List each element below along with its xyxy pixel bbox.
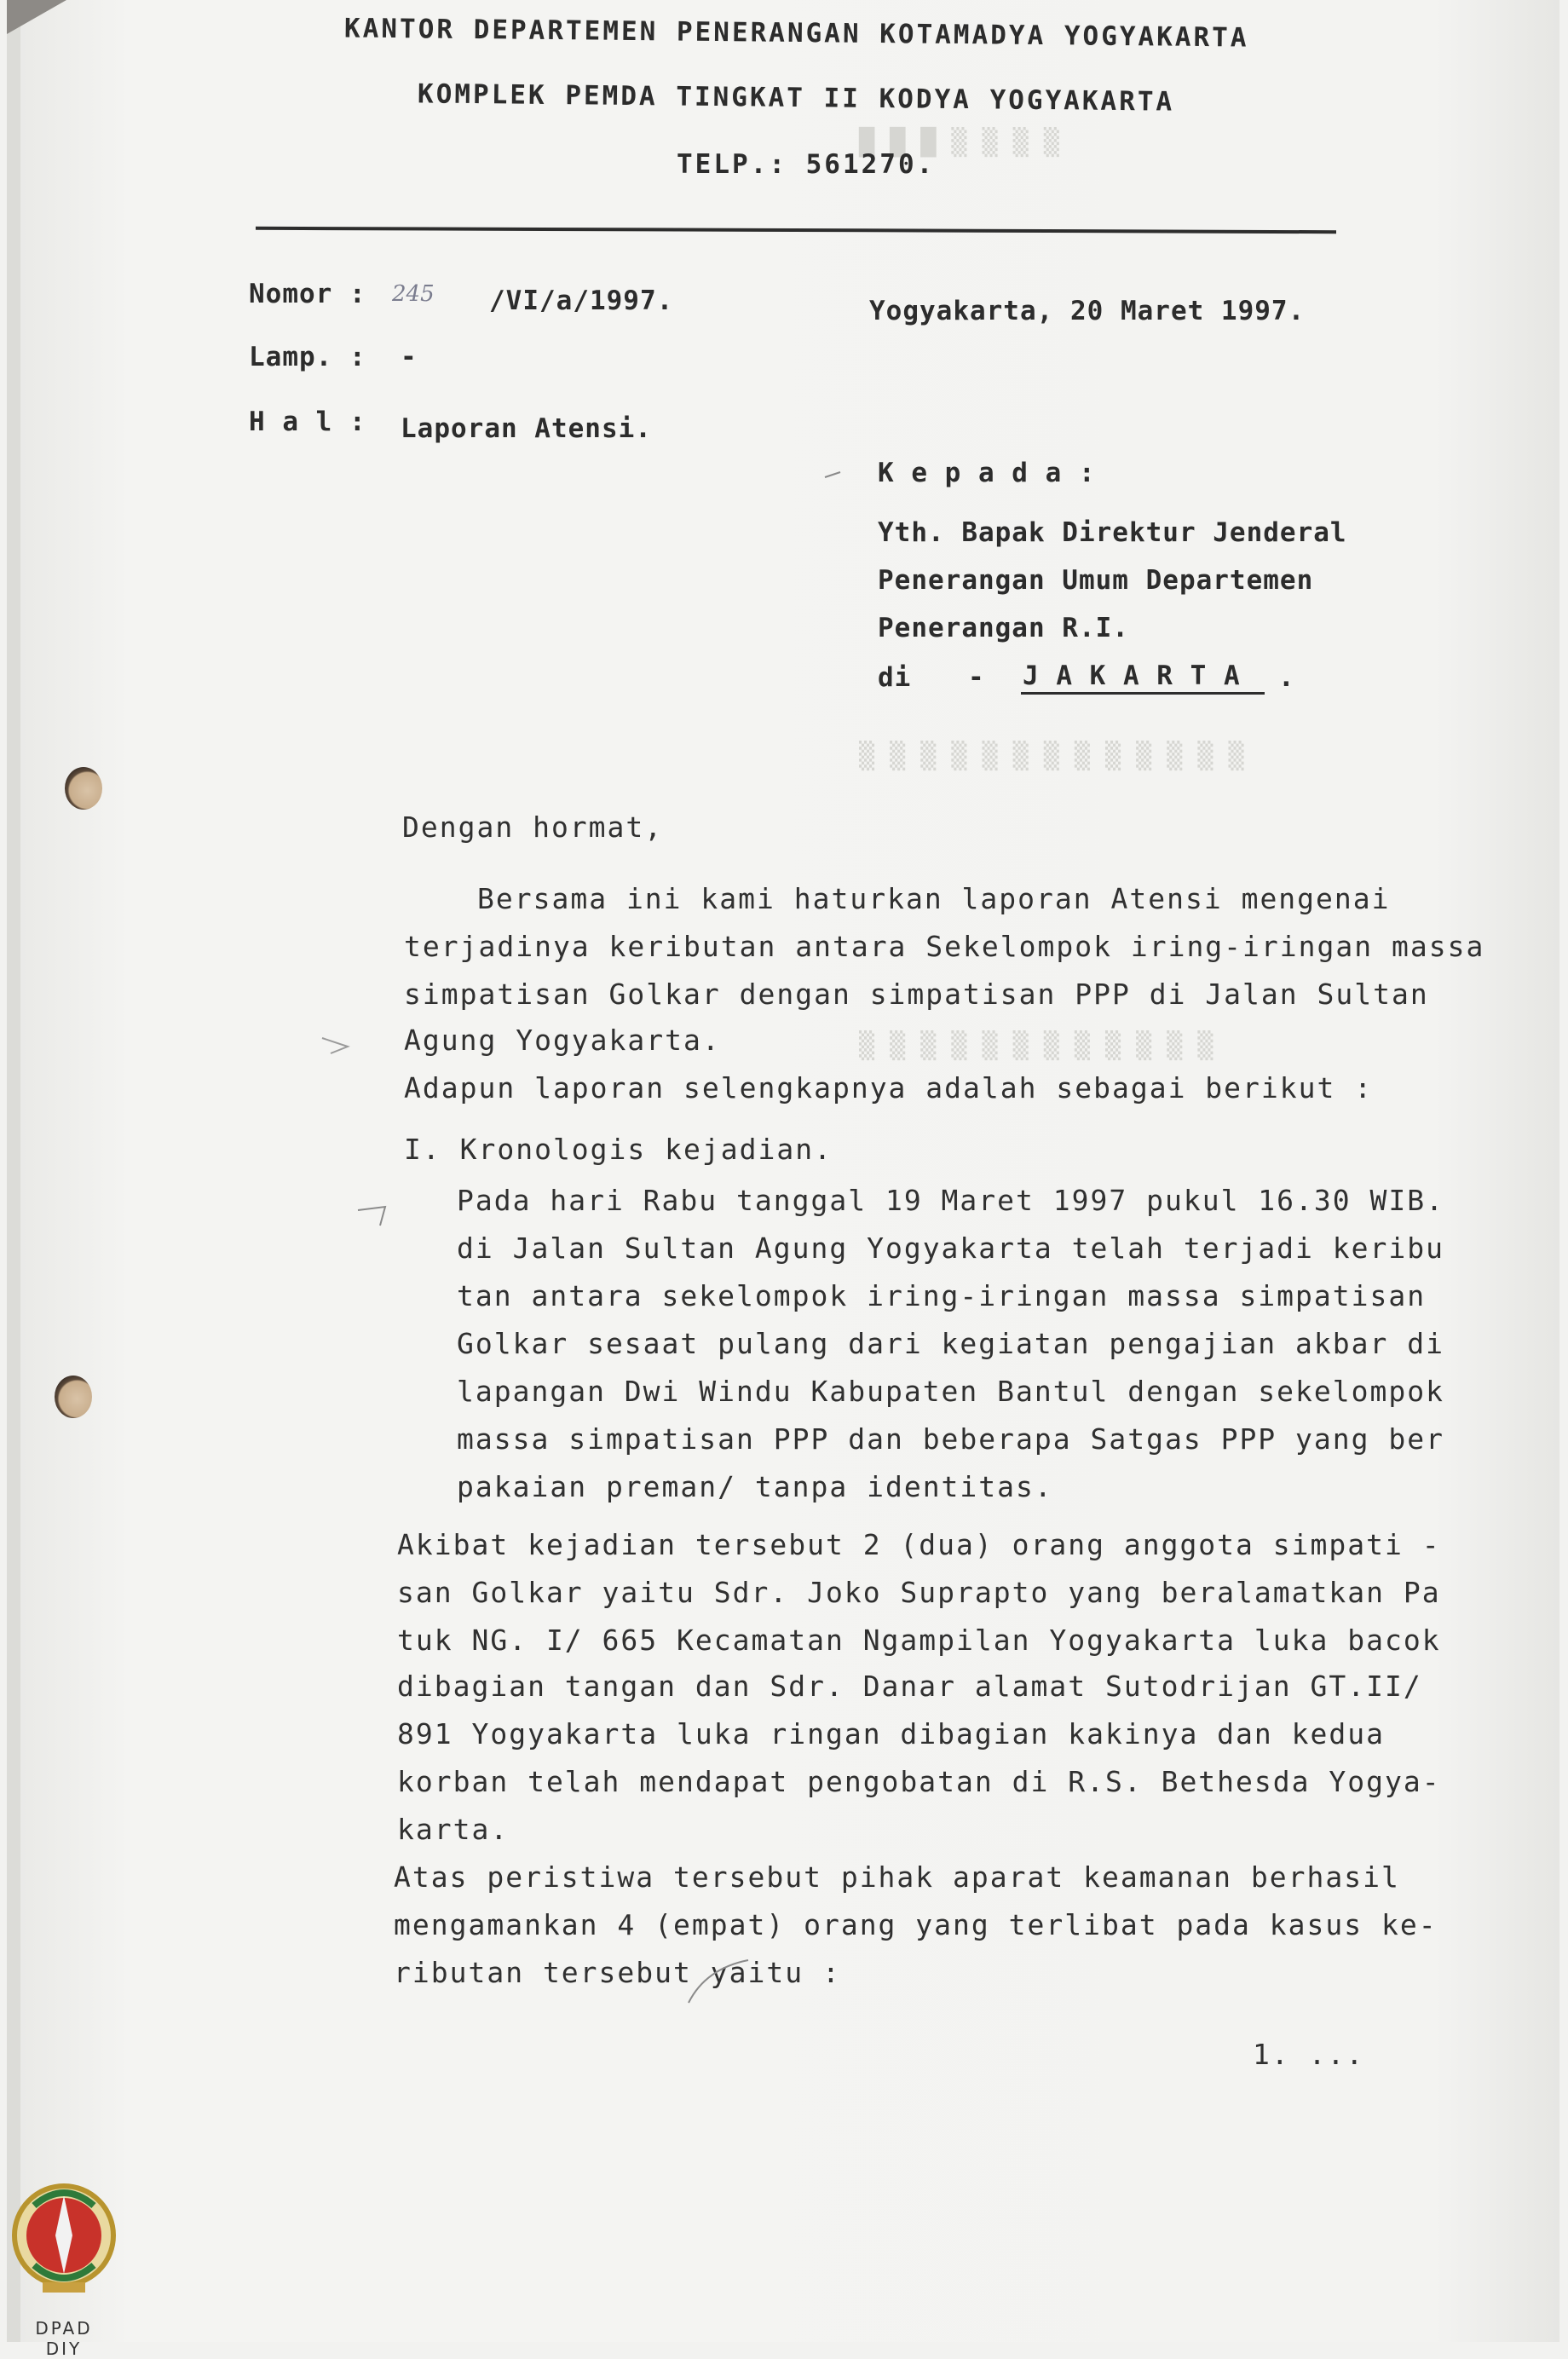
nomor-value: /VI/a/1997. xyxy=(489,286,674,316)
kepada-label: K e p a d a : xyxy=(878,458,1096,488)
lampiran-value: - xyxy=(401,342,418,372)
archive-logo-line-2: DIY xyxy=(45,2339,83,2359)
nomor-handwritten: 245 xyxy=(392,281,435,307)
lampiran-label: Lamp. : xyxy=(249,342,366,372)
section-1-line: Pada hari Rabu tanggal 19 Maret 1997 pukul 16.30 WIB. xyxy=(457,1184,1444,1217)
section-1-line: massa simpatisan PPP dan beberapa Satgas PPP yang ber xyxy=(457,1422,1444,1456)
recipient-line-2: Penerangan Umum Departemen xyxy=(878,565,1314,596)
akibat-line: karta. xyxy=(397,1813,510,1846)
pencil-marks xyxy=(7,0,1559,2342)
akibat-line: san Golkar yaitu Sdr. Joko Suprapto yang beralamatkan Pa xyxy=(397,1576,1441,1609)
nomor-label: Nomor : xyxy=(249,279,366,309)
bleed-through-shading: ▒ ▒ ▒ ▒ ▒ ▒ ▒ ▒ ▒ ▒ ▒ ▒ xyxy=(859,1031,1213,1061)
intro-followup: Adapun laporan selengkapnya adalah sebagai berikut : xyxy=(404,1071,1374,1105)
salutation: Dengan hormat, xyxy=(402,810,664,844)
bleed-through-shading: ▒ ▒ ▒ ▒ ▒ ▒ ▒ ▒ ▒ ▒ ▒ ▒ ▒ xyxy=(859,741,1244,771)
section-1-line: Golkar sesaat pulang dari kegiatan pengajian akbar di xyxy=(457,1327,1444,1360)
intro-line-3: simpatisan Golkar dengan simpatisan PPP di Jalan Sultan xyxy=(404,978,1429,1011)
place-date: Yogyakarta, 20 Maret 1997. xyxy=(869,296,1306,326)
letterhead-office: KANTOR DEPARTEMEN PENERANGAN KOTAMADYA YOGYAKARTA xyxy=(343,13,1249,54)
document-page xyxy=(7,0,1559,2342)
section-1-heading: I. Kronologis kejadian. xyxy=(404,1133,833,1166)
bleed-through-shading: █ █ █ ▒ ▒ ▒ ▒ xyxy=(859,128,1059,158)
page-continuation: 1. ... xyxy=(1253,2038,1365,2071)
section-1-line: di Jalan Sultan Agung Yogyakarta telah terjadi keribu xyxy=(457,1231,1444,1265)
atas-line: mengamankan 4 (empat) orang yang terlibat pada kasus ke- xyxy=(394,1908,1438,1941)
recipient-dot: . xyxy=(1278,662,1295,693)
section-1-line: tan antara sekelompok iring-iringan massa simpatisan xyxy=(457,1279,1427,1312)
hal-label: H a l : xyxy=(249,407,366,437)
intro-line-1: Bersama ini kami haturkan laporan Atensi mengenai xyxy=(477,882,1391,915)
akibat-line: 891 Yogyakarta luka ringan dibagian kakinya dan kedua xyxy=(397,1717,1385,1751)
akibat-line: dibagian tangan dan Sdr. Danar alamat Sutodrijan GT.II/ xyxy=(397,1670,1422,1703)
recipient-line-3: Penerangan R.I. xyxy=(878,613,1129,643)
letterhead-phone: TELP.: 561270. xyxy=(677,149,936,180)
atas-line: ributan tersebut yaitu : xyxy=(394,1956,841,1989)
akibat-line: korban telah mendapat pengobatan di R.S. Bethesda Yogya- xyxy=(397,1765,1441,1798)
archive-logo xyxy=(9,2154,119,2359)
intro-line-2: terjadinya keributan antara Sekelompok iring-iringan massa xyxy=(404,930,1485,963)
akibat-line: tuk NG. I/ 665 Kecamatan Ngampilan Yogyakarta luka bacok xyxy=(397,1624,1441,1657)
archive-emblem-icon xyxy=(9,2154,119,2316)
intro-line-4: Agung Yogyakarta. xyxy=(404,1024,721,1057)
atas-line: Atas peristiwa tersebut pihak aparat keamanan berhasil xyxy=(394,1860,1400,1894)
section-1-line: lapangan Dwi Windu Kabupaten Bantul dengan sekelompok xyxy=(457,1375,1444,1408)
hal-value: Laporan Atensi. xyxy=(401,413,652,444)
recipient-line-1: Yth. Bapak Direktur Jenderal xyxy=(878,517,1347,548)
section-1-line: pakaian preman/ tanpa identitas. xyxy=(457,1470,1053,1503)
akibat-line: Akibat kejadian tersebut 2 (dua) orang anggota simpati - xyxy=(397,1528,1441,1561)
letterhead-address: KOMPLEK PEMDA TINGKAT II KODYA YOGYAKARTA xyxy=(417,78,1175,118)
recipient-di: di xyxy=(878,662,912,693)
recipient-dash: - xyxy=(968,662,985,693)
archive-logo-line-1: DPAD xyxy=(35,2318,93,2339)
recipient-city: J A K A R T A xyxy=(1023,660,1241,691)
